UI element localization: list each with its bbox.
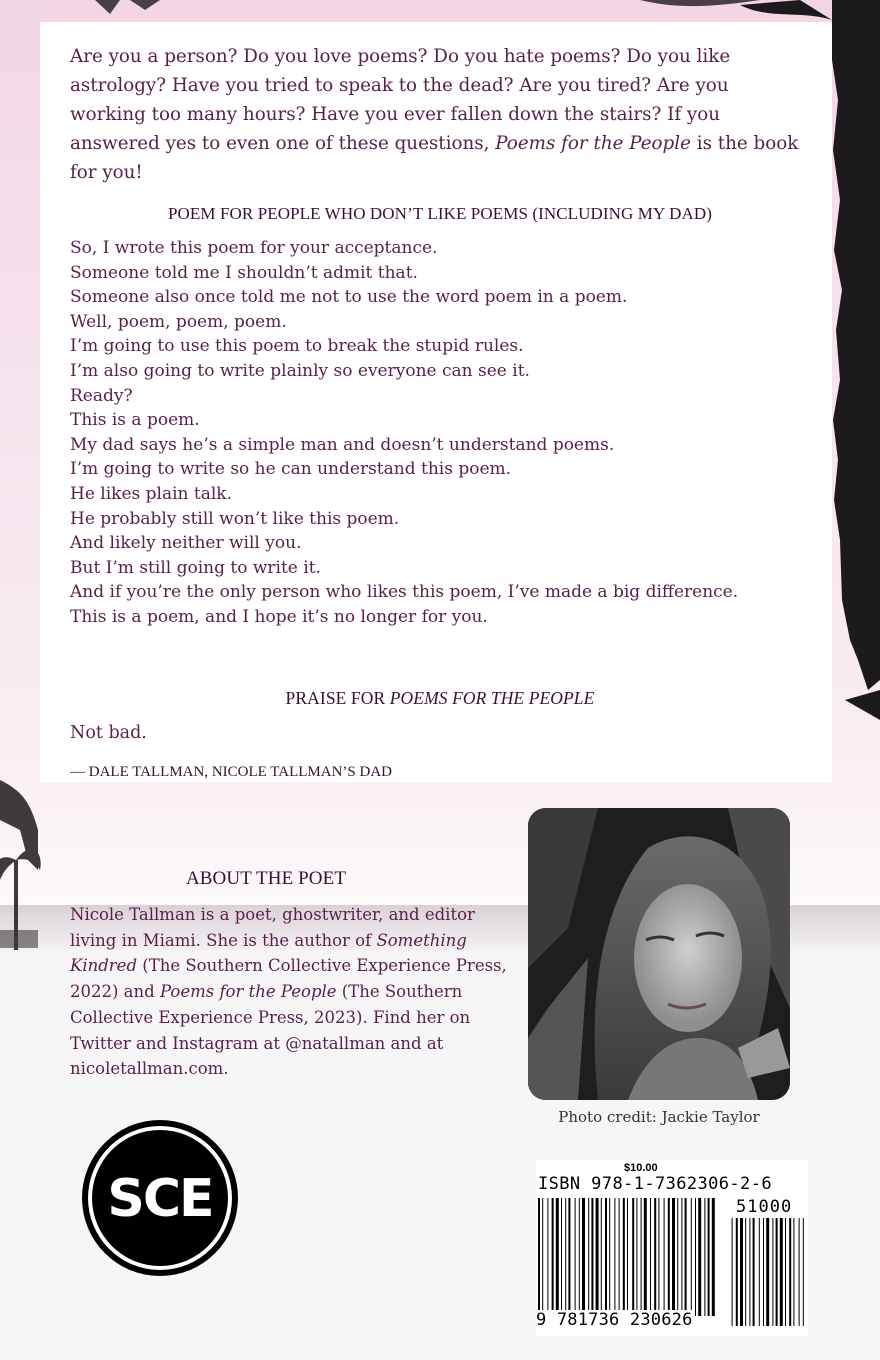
poem-line: I’m also going to write plainly so everyone can see it. (70, 360, 530, 381)
barcode-addon-bar (749, 1218, 750, 1326)
barcode-bar (632, 1198, 634, 1316)
barcode-bar (556, 1198, 559, 1316)
barcode-bar (654, 1198, 656, 1316)
barcode-bar (591, 1198, 593, 1316)
poem-line: So, I wrote this poem for your acceptance. (70, 238, 438, 258)
poem-body (70, 236, 830, 630)
barcode-bar (685, 1198, 687, 1316)
top-left-palm-fronds (95, 0, 760, 14)
barcode-bar (627, 1198, 628, 1316)
intro-blurb (70, 42, 810, 187)
barcode-addon-bar (732, 1218, 733, 1326)
barcode-bar (672, 1198, 675, 1316)
praise-heading-title: POEMS FOR THE PEOPLE (389, 688, 595, 708)
barcode-addon-bar (799, 1218, 800, 1326)
poem-line: And likely neither will you. (70, 533, 302, 554)
poem-line: But I’m still going to write it. (70, 557, 321, 578)
barcode-addon-bar (793, 1218, 794, 1326)
poem-title: POEM FOR PEOPLE WHO DON’T LIKE POEMS (INCLUDING MY DAD) (168, 204, 712, 223)
isbn-barcode (536, 1160, 808, 1336)
barcode-bar (623, 1198, 625, 1316)
barcode-bar (698, 1198, 701, 1316)
poem-line: And if you’re the only person who likes this poem, I’ve made a big difference. (70, 582, 739, 603)
about-book-title: Poems for the People (159, 982, 337, 1002)
barcode-bar (596, 1198, 599, 1316)
price-label: $10.00 (624, 1162, 658, 1174)
photo-credit: Photo credit: Jackie Taylor (558, 1108, 760, 1126)
barcode-addon-bar (753, 1218, 755, 1326)
publisher-logo-letters: SCE (107, 1169, 213, 1229)
about-book-title: Something Kindred (70, 930, 467, 976)
praise-heading (70, 688, 810, 709)
barcode-addon-bar (740, 1218, 743, 1326)
barcode-bar (601, 1198, 602, 1316)
barcode-addon-bar (736, 1218, 738, 1326)
barcode-addon-bar (763, 1218, 764, 1326)
barcode-bar (641, 1198, 642, 1316)
barcode-bar (568, 1198, 570, 1316)
barcode-addon-bar (776, 1218, 778, 1326)
barcode-bar (561, 1198, 562, 1316)
barcode-bar (542, 1198, 543, 1316)
praise-heading-prefix: PRAISE FOR (285, 688, 386, 708)
about-text: (The Southern Collective Experience Press, 2022) and (70, 956, 507, 1002)
barcode-bar (668, 1198, 670, 1316)
barcode-bar (588, 1198, 589, 1316)
barcode-bar (575, 1198, 576, 1316)
barcode-addon-bar (789, 1218, 791, 1326)
barcode-bar (605, 1198, 607, 1316)
barcode-bar (614, 1198, 615, 1316)
poem-line: I’m going to use this poem to break the stupid rules. (70, 336, 524, 357)
barcode-bar (650, 1198, 651, 1316)
barcode-addon-bar (759, 1218, 760, 1326)
barcode-addon-bar (780, 1218, 783, 1326)
intro-book-title: Poems for the People (495, 133, 691, 154)
poem-line: Well, poem, poem, poem. (70, 311, 287, 332)
barcode-addon-number: 51000 (736, 1197, 793, 1217)
barcode-bar (609, 1198, 610, 1316)
barcode-addon-bar (803, 1218, 804, 1326)
intro-text: Are you a person? Do you love poems? Do you hate poems? Do you like astrology? Have you tried to speak to the dead? Are you tired? Are you working too many hours? Have you ever fallen down the stairs? If you answered yes to even one of these questions, (70, 46, 731, 154)
praise-credit: — DALE TALLMAN, NICOLE TALLMAN’S DAD (70, 764, 393, 780)
barcode-bar (691, 1198, 692, 1316)
barcode-bar (582, 1198, 585, 1316)
poem-line: Someone also once told me not to use the word poem in a poem. (70, 287, 628, 308)
poem-line: This is a poem. (70, 410, 200, 431)
about-heading: ABOUT THE POET (185, 868, 347, 889)
barcode-bar (547, 1198, 548, 1316)
barcode-addon-bar (766, 1218, 769, 1326)
poem-line: Someone told me I shouldn’t admit that. (70, 262, 418, 283)
poem-line: My dad says he’s a simple man and doesn’t understand poems. (70, 434, 615, 455)
author-photo (528, 808, 790, 1100)
isbn-text: ISBN 978-1-7362306-2-6 (538, 1174, 772, 1194)
barcode-addon-bar (772, 1218, 773, 1326)
about-text: Nicole Tallman is a poet, ghostwriter, and editor living in Miami. She is the author of (70, 905, 475, 950)
about-bio (70, 902, 510, 1082)
about-text: (The Southern Collective Experience Press, 2023). Find her on Twitter and Instagram at @natallman and at nicoletallman.com. (70, 982, 471, 1079)
poem-line: This is a poem, and I hope it’s no longer for you. (70, 606, 488, 627)
barcode-bar (579, 1198, 580, 1316)
barcode-bar (644, 1198, 647, 1316)
poem-line: He likes plain talk. (70, 483, 233, 504)
barcode-bar (695, 1198, 696, 1316)
barcode-addon-bar (745, 1218, 746, 1326)
barcode-bar (552, 1198, 554, 1316)
barcode-bar (712, 1198, 715, 1316)
barcode-bar (619, 1198, 620, 1316)
barcode-bar (664, 1198, 665, 1316)
barcode-bar (636, 1198, 637, 1316)
barcode-bar (677, 1198, 678, 1316)
barcode-bar (565, 1198, 566, 1316)
intro-text-end: is the book for you! (70, 133, 799, 183)
publisher-logo (80, 1118, 240, 1278)
author-photo-image (528, 808, 790, 1100)
barcode-bar (681, 1198, 682, 1316)
barcode-bar (658, 1198, 659, 1316)
poem-line: I’m going to write so he can understand this poem. (70, 459, 512, 480)
barcode-addon-bar (785, 1218, 786, 1326)
poem-line: He probably still won’t like this poem. (70, 508, 400, 529)
barcode-bar (538, 1198, 540, 1316)
barcode-bar (708, 1198, 710, 1316)
praise-quote: Not bad. (70, 723, 147, 743)
barcode-bar (704, 1198, 705, 1316)
poem-line: Ready? (70, 385, 133, 406)
barcode-number: 9 781736 230626 (536, 1310, 693, 1330)
